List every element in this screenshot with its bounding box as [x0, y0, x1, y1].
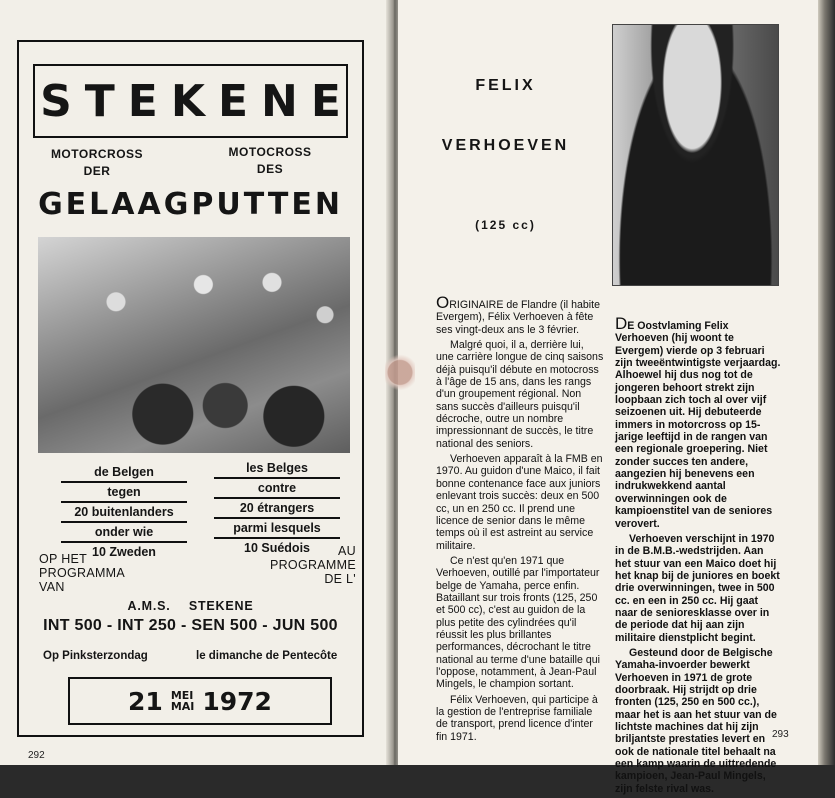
event-name: GELAAGPUTTEN: [38, 187, 343, 222]
organizer: [19, 599, 362, 613]
subtitle-dutch: [47, 146, 147, 180]
french-paragraph-2: Malgré quoi, il a, derrière lui, une carrière longue de cinq saisons déjà puisqu'il débute en motocross à l'âge de 15 ans, dans les rangs d'un groupement régional. Non sans succès d'ailleurs puisqu'il décroche, outre un nombre impressionnant de succès, le titre national des seniors.: [436, 339, 604, 450]
subtitle-dutch-line-2: DER: [83, 164, 111, 178]
dutch-paragraph-2: Verhoeven verschijnt in 1970 in de B.M.B.-wedstrijden. Aan het stuur van een Maico doet hij het knap bij de juniores en boekt drie overwinningen, twee in 500 cc. en een in 250 cc. Hij gaat naar de senioresklasse over in de periode dat hij aan zijn militaire dienstplicht begint.: [615, 532, 780, 644]
french-paragraph-1: ORIGINAIRE de Flandre (il habite Evergem), Félix Verhoeven à fête ses vingt-deux ans le 3 février.: [436, 293, 600, 336]
dutch-lineup: [61, 464, 187, 562]
organizer-town: STEKENE: [188, 599, 254, 613]
program-french-line-1: AU: [338, 544, 356, 558]
dutch-lineup-line-4: onder wie: [61, 524, 187, 543]
french-paragraph-5: Félix Verhoeven, qui participe à la gestion de l'entreprise familiale de transport, prend licence d'inter fin 1971.: [436, 693, 598, 743]
event-month: [171, 690, 195, 712]
motocross-riders-photo: [38, 237, 350, 453]
date-note-french: le dimanche de Pentecôte: [196, 650, 338, 662]
poster-title: STEKENE: [40, 75, 354, 127]
rider-portrait-photo: [612, 24, 779, 286]
french-lineup-line-2: contre: [214, 480, 340, 499]
event-day: 21: [128, 686, 163, 716]
program-dutch-line-3: VAN: [39, 580, 65, 594]
article-french: [436, 293, 604, 746]
event-date: [68, 677, 332, 725]
french-lineup-line-4: parmi lesquels: [214, 520, 340, 539]
french-lineup-line-1: les Belges: [214, 460, 340, 479]
right-page: [398, 0, 818, 795]
rider-class: (125 cc): [475, 218, 536, 232]
event-year: 1972: [202, 686, 272, 716]
french-paragraph-3: Verhoeven apparaît à la FMB en 1970. Au guidon d'une Maico, il fait bonne contenance face aux juniors enlevant trois succès: deux en 500 cc, un en 250 cc. Il prend une licence de senior dans le même temps où il est astreint au service militaire.: [436, 453, 603, 552]
subtitle-dutch-line-1: MOTORCROSS: [50, 147, 144, 161]
page-number-left: 292: [28, 750, 45, 761]
dutch-lineup-line-3: 20 buitenlanders: [61, 504, 187, 523]
event-month-dutch: MEI: [170, 689, 194, 702]
dutch-lineup-line-5: 10 Zweden: [92, 545, 156, 559]
organizer-club: A.M.S.: [127, 599, 171, 613]
french-paragraph-4: Ce n'est qu'en 1971 que Verhoeven, outillé par l'importateur belge de Yamaha, perce enfin. Bataillant sur trois fronts (125, 250 et 500 cc), c'est au guidon de la plus petite des cylindrées qu'il réussit les plus brillantes performances, décrochant le titre national au terme d'une bataille qui l'oppose, notamment, à Jean-Paul Mingels, le champion sortant.: [436, 554, 600, 691]
subtitle-french: [215, 144, 325, 178]
dutch-paragraph-3: Gesteund door de Belgische Yamaha-invoerder bewerkt Verhoeven in 1971 de grote doorbraak. Hij strijdt op drie fronten (125, 250 en 500 cc.), maar het is aan het stuur van de lichtste machines dat hij zijn briljantste prestaties levert en ook de nationale titel behaalt na een kamp waarin de uittredende kampioen, Jean-Paul Mingels, zijn felste rival was.: [615, 646, 777, 795]
rider-last-name: VERHOEVEN: [441, 137, 570, 154]
poster-title-box: [33, 64, 354, 138]
left-page: [0, 0, 392, 765]
program-french-line-3: DE L': [324, 572, 356, 586]
page-number-right: 293: [772, 729, 789, 740]
program-french-line-2: PROGRAMME: [269, 558, 356, 572]
program-dutch: [39, 552, 125, 594]
subtitle-french-line-1: MOTOCROSS: [228, 145, 312, 159]
program-dutch-line-2: PROGRAMMA: [39, 566, 126, 580]
french-lineup-line-5: 10 Suédois: [244, 541, 310, 555]
program-dutch-line-1: OP HET: [39, 552, 88, 566]
dutch-paragraph-1: DE Oostvlaming Felix Verhoeven (hij woont te Evergem) vierde op 3 februari zijn tweeëntwintigste verjaardag. Alhoewel hij dus nog tot de jongeren behoort strekt zijn loopbaan zich toch al over vijf seizoenen uit. Hij debuteerde immers in motorcross op 15-jarige leeftijd in de rangen van een regionale groepering. Niet zonder succes ten andere, aangezien hij benevens een indrukwekkend aantal overwinningen ook de kampioenstitel van de seniores verovert.: [615, 314, 781, 530]
watermark-logo: [385, 354, 415, 400]
book-right-edge: [818, 0, 835, 765]
article-dutch: [615, 314, 782, 798]
event-month-french: MAI: [170, 700, 195, 713]
dutch-lineup-line-1: de Belgen: [61, 464, 187, 483]
subtitle-french-line-2: DES: [256, 162, 284, 176]
event-poster: [17, 40, 364, 737]
french-lineup-line-3: 20 étrangers: [214, 500, 340, 519]
program-french: [270, 544, 356, 586]
rider-first-name: FELIX: [475, 77, 536, 94]
date-note-dutch: Op Pinksterzondag: [43, 650, 148, 662]
race-classes: INT 500 - INT 250 - SEN 500 - JUN 500: [43, 617, 338, 634]
dutch-lineup-line-2: tegen: [61, 484, 187, 503]
